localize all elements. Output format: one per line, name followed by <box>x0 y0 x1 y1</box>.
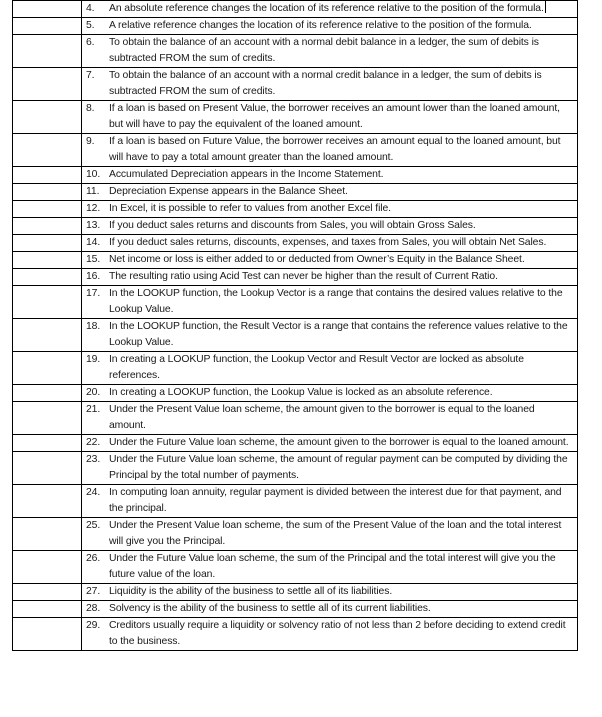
statement-item <box>82 218 577 234</box>
table-row <box>13 518 578 551</box>
answer-cell[interactable] <box>13 1 82 18</box>
answer-cell[interactable] <box>13 35 82 68</box>
item-number: 4. <box>86 3 95 14</box>
statement-text[interactable]: If you deduct sales returns and discounts from Sales, you will obtain Gross Sales. <box>109 220 476 231</box>
statement-item <box>82 235 577 251</box>
statement-cell <box>82 435 578 452</box>
item-number: 8. <box>86 103 95 114</box>
statement-cell <box>82 618 578 651</box>
statement-item <box>82 18 577 34</box>
statement-item <box>82 485 577 517</box>
statement-cell <box>82 518 578 551</box>
statement-cell <box>82 18 578 35</box>
statement-text[interactable]: An absolute reference changes the location of its reference relative to the position of the formula. <box>109 3 544 14</box>
statement-cell <box>82 352 578 385</box>
table-row <box>13 435 578 452</box>
statement-item <box>82 201 577 217</box>
statement-item <box>82 167 577 183</box>
statement-item <box>82 134 577 166</box>
item-number: 25. <box>86 520 101 531</box>
answer-cell[interactable] <box>13 319 82 352</box>
statement-item <box>82 35 577 67</box>
statement-cell <box>82 201 578 218</box>
answer-cell[interactable] <box>13 352 82 385</box>
table-row <box>13 101 578 134</box>
statement-text[interactable]: Under the Present Value loan scheme, the sum of the Present Value of the loan and the total interest will give you the Principal. <box>109 520 562 547</box>
statement-text[interactable]: In the LOOKUP function, the Result Vector is a range that contains the reference values relative to the Lookup Value. <box>109 321 568 348</box>
item-number: 23. <box>86 454 101 465</box>
statement-item <box>82 269 577 285</box>
statement-item <box>82 252 577 268</box>
item-number: 20. <box>86 387 101 398</box>
statement-text[interactable]: Under the Future Value loan scheme, the sum of the Principal and the total interest will give you the future value of the loan. <box>109 553 556 580</box>
item-number: 13. <box>86 220 101 231</box>
statement-item <box>82 402 577 434</box>
statement-text[interactable]: Liquidity is the ability of the business to settle all of its liabilities. <box>109 586 393 597</box>
statement-text[interactable]: In creating a LOOKUP function, the Lookup Value is locked as an absolute reference. <box>109 387 493 398</box>
answer-cell[interactable] <box>13 385 82 402</box>
table-row <box>13 319 578 352</box>
answer-cell[interactable] <box>13 618 82 651</box>
statement-text[interactable]: In creating a LOOKUP function, the Lookup Vector and Result Vector are locked as absolute references. <box>109 354 524 381</box>
item-number: 6. <box>86 37 95 48</box>
statement-cell <box>82 601 578 618</box>
item-number: 14. <box>86 237 101 248</box>
statement-cell <box>82 68 578 101</box>
statement-text[interactable]: The resulting ratio using Acid Test can never be higher than the result of Current Ratio. <box>109 271 498 282</box>
table-row <box>13 584 578 601</box>
statement-cell <box>82 235 578 252</box>
table-row <box>13 385 578 402</box>
statement-cell <box>82 218 578 235</box>
statement-cell <box>82 452 578 485</box>
item-number: 9. <box>86 136 95 147</box>
statement-text[interactable]: Under the Present Value loan scheme, the amount given to the borrower is equal to the loaned amount. <box>109 404 535 431</box>
text-cursor <box>545 1 546 13</box>
item-number: 10. <box>86 169 101 180</box>
statement-text[interactable]: Net income or loss is either added to or deducted from Owner’s Equity in the Balance Sheet. <box>109 254 525 265</box>
item-number: 16. <box>86 271 101 282</box>
table-row <box>13 352 578 385</box>
statement-text[interactable]: To obtain the balance of an account with a normal credit balance in a ledger, the sum of debits is subtracted FROM the sum of credits. <box>109 70 542 97</box>
item-number: 26. <box>86 553 101 564</box>
statement-text[interactable]: Depreciation Expense appears in the Balance Sheet. <box>109 186 348 197</box>
answer-cell[interactable] <box>13 402 82 435</box>
statement-item <box>82 452 577 484</box>
statement-cell <box>82 319 578 352</box>
statement-item <box>82 385 577 401</box>
table-row <box>13 35 578 68</box>
table-row <box>13 551 578 584</box>
table-row <box>13 18 578 35</box>
table-row <box>13 134 578 167</box>
item-number: 19. <box>86 354 101 365</box>
table-row <box>13 167 578 184</box>
answer-cell[interactable] <box>13 452 82 485</box>
statement-item <box>82 1 577 17</box>
true-false-table <box>12 0 578 651</box>
item-number: 7. <box>86 70 95 81</box>
answer-cell[interactable] <box>13 235 82 252</box>
table-row <box>13 184 578 201</box>
statement-text[interactable]: If you deduct sales returns, discounts, expenses, and taxes from Sales, you will obtain Net Sales. <box>109 237 547 248</box>
answer-cell[interactable] <box>13 101 82 134</box>
statement-item <box>82 518 577 550</box>
item-number: 27. <box>86 586 101 597</box>
table-row <box>13 402 578 435</box>
statement-text[interactable]: To obtain the balance of an account with a normal debit balance in a ledger, the sum of debits is subtracted FROM the sum of credits. <box>109 37 539 64</box>
answer-cell[interactable] <box>13 252 82 269</box>
table-row <box>13 68 578 101</box>
table-row <box>13 286 578 319</box>
item-number: 5. <box>86 20 95 31</box>
statement-item <box>82 618 577 650</box>
statement-cell <box>82 101 578 134</box>
statement-item <box>82 68 577 100</box>
statement-cell <box>82 184 578 201</box>
item-number: 17. <box>86 288 101 299</box>
statement-item <box>82 601 577 617</box>
table-row <box>13 201 578 218</box>
table-row <box>13 618 578 651</box>
answer-cell[interactable] <box>13 68 82 101</box>
statement-text[interactable]: Creditors usually require a liquidity or solvency ratio of not less than 2 before deciding to extend credit to the business. <box>109 620 566 647</box>
table-row <box>13 485 578 518</box>
statement-text[interactable]: Solvency is the ability of the business to settle all of its current liabilities. <box>109 603 431 614</box>
statement-cell <box>82 269 578 286</box>
table-body <box>13 1 578 651</box>
statement-text[interactable]: Under the Future Value loan scheme, the amount given to the borrower is equal to the loaned amount. <box>109 437 569 448</box>
item-number: 11. <box>86 186 100 197</box>
item-number: 28. <box>86 603 101 614</box>
statement-text[interactable]: A relative reference changes the location of its reference relative to the position of the formula. <box>109 20 532 31</box>
item-number: 24. <box>86 487 101 498</box>
statement-item <box>82 352 577 384</box>
table-row <box>13 218 578 235</box>
table-row <box>13 252 578 269</box>
statement-cell <box>82 402 578 435</box>
statement-cell <box>82 551 578 584</box>
statement-text[interactable]: In the LOOKUP function, the Lookup Vector is a range that contains the desired values relative to the Lookup Value. <box>109 288 563 315</box>
statement-text[interactable]: If a loan is based on Present Value, the borrower receives an amount lower than the loaned amount, but will have to pay the equivalent of the loaned amount. <box>109 103 560 130</box>
statement-cell <box>82 385 578 402</box>
answer-cell[interactable] <box>13 18 82 35</box>
statement-cell <box>82 584 578 601</box>
statement-item <box>82 551 577 583</box>
answer-cell[interactable] <box>13 134 82 167</box>
statement-cell <box>82 1 578 18</box>
table-row <box>13 601 578 618</box>
statement-text[interactable]: In Excel, it is possible to refer to values from another Excel file. <box>109 203 391 214</box>
statement-item <box>82 286 577 318</box>
statement-cell <box>82 286 578 319</box>
statement-cell <box>82 485 578 518</box>
statement-cell <box>82 167 578 184</box>
answer-cell[interactable] <box>13 485 82 518</box>
statement-text[interactable]: Under the Future Value loan scheme, the amount of regular payment can be computed by dividing the Principal by the total number of payments. <box>109 454 568 481</box>
statement-cell <box>82 35 578 68</box>
answer-cell[interactable] <box>13 435 82 452</box>
answer-cell[interactable] <box>13 218 82 235</box>
answer-cell[interactable] <box>13 584 82 601</box>
table-row <box>13 1 578 18</box>
item-number: 18. <box>86 321 101 332</box>
item-number: 12. <box>86 203 101 214</box>
item-number: 15. <box>86 254 101 265</box>
answer-cell[interactable] <box>13 286 82 319</box>
statement-cell <box>82 134 578 167</box>
answer-cell[interactable] <box>13 601 82 618</box>
statement-cell <box>82 252 578 269</box>
statement-item <box>82 435 577 451</box>
item-number: 29. <box>86 620 101 631</box>
statement-item <box>82 584 577 600</box>
statement-item <box>82 101 577 133</box>
statement-text[interactable]: Accumulated Depreciation appears in the Income Statement. <box>109 169 384 180</box>
table-row <box>13 235 578 252</box>
statement-text[interactable]: In computing loan annuity, regular payment is divided between the interest due for that payment, and the principal. <box>109 487 562 514</box>
statement-item <box>82 184 577 200</box>
answer-cell[interactable] <box>13 269 82 286</box>
table-row <box>13 269 578 286</box>
answer-cell[interactable] <box>13 201 82 218</box>
table-row <box>13 452 578 485</box>
answer-cell[interactable] <box>13 518 82 551</box>
statement-item <box>82 319 577 351</box>
answer-cell[interactable] <box>13 167 82 184</box>
item-number: 21. <box>86 404 101 415</box>
answer-cell[interactable] <box>13 551 82 584</box>
item-number: 22. <box>86 437 101 448</box>
answer-cell[interactable] <box>13 184 82 201</box>
statement-text[interactable]: If a loan is based on Future Value, the borrower receives an amount equal to the loaned amount, but will have to pay a total amount greater than the loaned amount. <box>109 136 561 163</box>
